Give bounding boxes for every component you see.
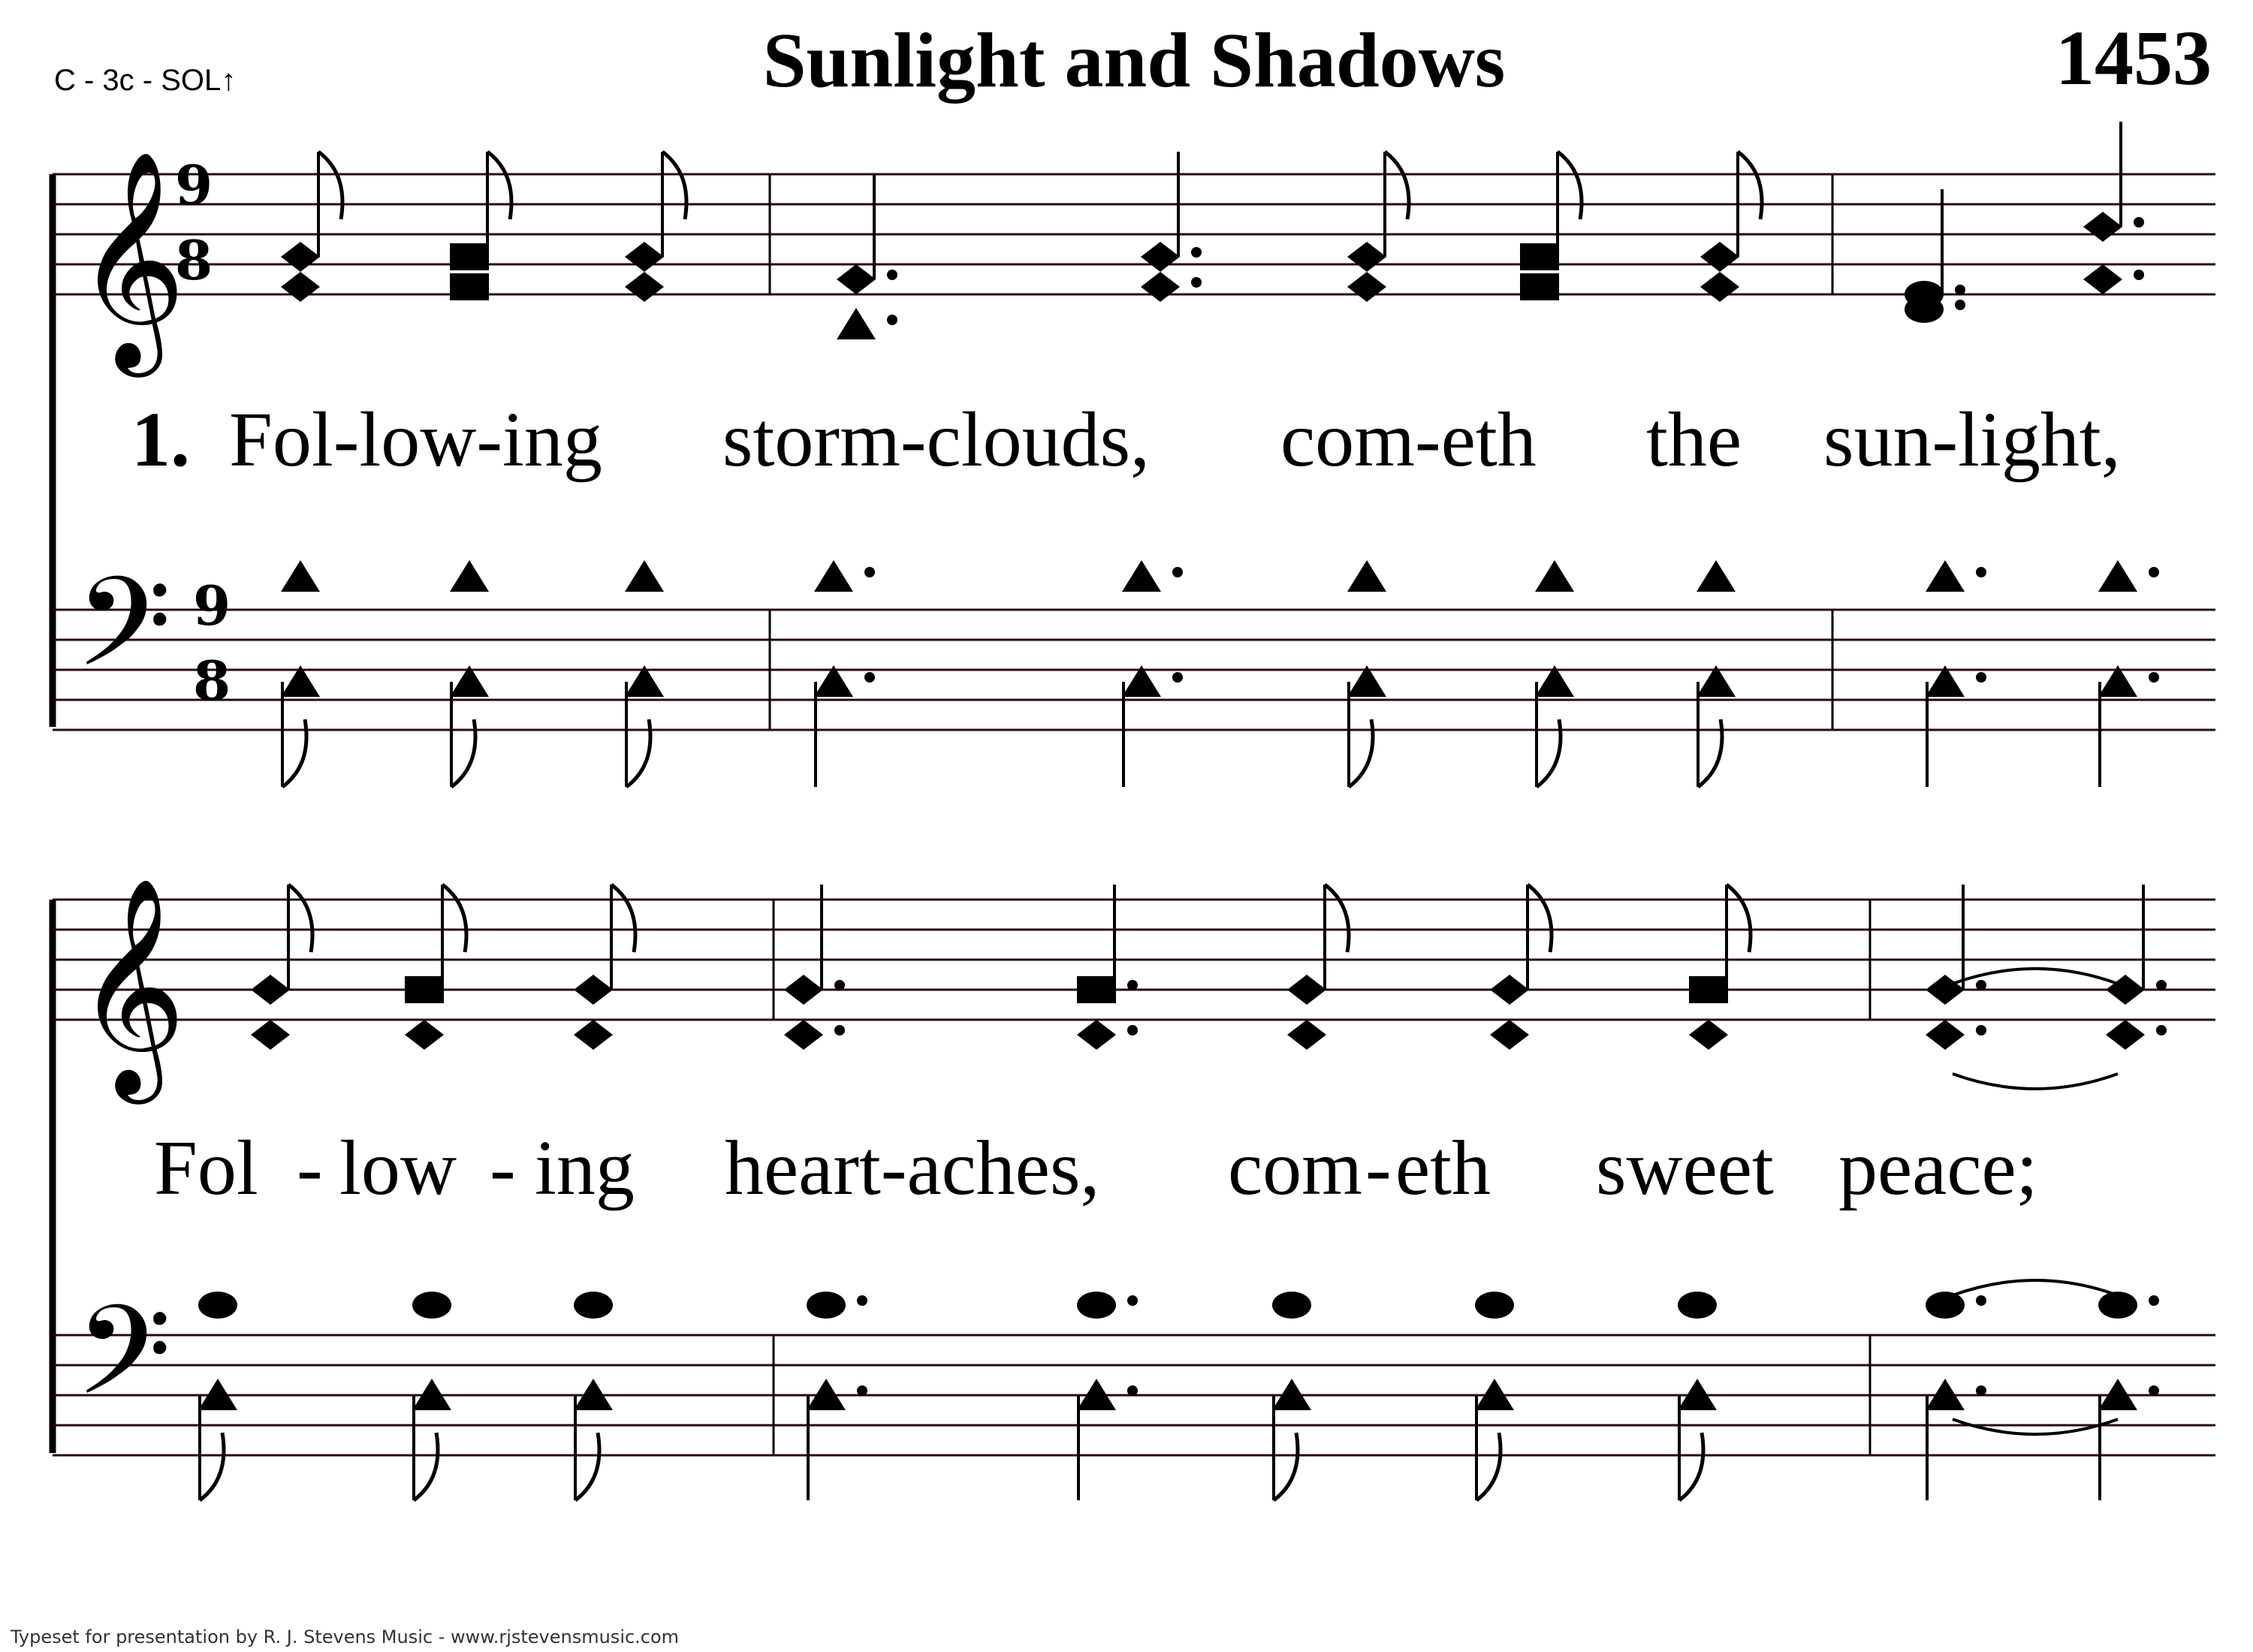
note-head bbox=[2083, 212, 2122, 242]
note-dot bbox=[1976, 567, 1986, 577]
treble-clef-icon: 𝄞 bbox=[75, 149, 186, 367]
note-head bbox=[405, 1020, 444, 1050]
note-head bbox=[1520, 273, 1559, 300]
lyric-syllable: heart-aches, bbox=[725, 1125, 1100, 1211]
note-head bbox=[1926, 1292, 1965, 1319]
tie bbox=[1953, 1280, 2118, 1295]
notes bbox=[251, 885, 2167, 1089]
treble-staff-2 bbox=[53, 876, 2215, 1105]
note-dot bbox=[2134, 217, 2144, 228]
note-head bbox=[1077, 1020, 1116, 1050]
bass-staff-1 bbox=[53, 550, 2215, 787]
note-dot bbox=[1127, 1385, 1138, 1396]
lyric-syllable: Fol bbox=[154, 1125, 258, 1211]
note-head bbox=[1926, 560, 1965, 592]
note-head bbox=[1700, 272, 1739, 302]
bass-clef-icon: 𝄢 bbox=[75, 1279, 172, 1454]
note-dot bbox=[857, 1295, 867, 1306]
note-head bbox=[1347, 272, 1386, 302]
note-head bbox=[1141, 272, 1180, 302]
note-dot bbox=[834, 980, 845, 990]
lyric-syllable: sun-light, bbox=[1823, 396, 2121, 483]
lyric-syllable: com-eth bbox=[1280, 396, 1537, 483]
lyric-syllable: Fol-low-ing bbox=[229, 396, 602, 483]
note-head bbox=[281, 242, 320, 272]
note-head bbox=[1905, 296, 1944, 323]
note-head bbox=[807, 1292, 846, 1319]
note-head bbox=[1347, 560, 1386, 592]
note-dot bbox=[1127, 1295, 1138, 1306]
notes bbox=[281, 560, 2159, 787]
lyric-syllable: low bbox=[339, 1125, 457, 1211]
note-dot bbox=[1976, 1295, 1986, 1306]
note-flag bbox=[288, 885, 312, 952]
note-dot bbox=[864, 567, 875, 577]
note-head bbox=[2083, 264, 2122, 294]
note-flag bbox=[442, 885, 466, 952]
note-flag bbox=[1679, 1433, 1703, 1500]
note-flag bbox=[575, 1433, 599, 1500]
bass-clef-icon: 𝄢 bbox=[75, 550, 172, 725]
note-dot bbox=[2149, 567, 2159, 577]
note-head bbox=[837, 264, 876, 294]
note-head bbox=[625, 560, 664, 592]
note-dot bbox=[1172, 672, 1183, 683]
note-dot bbox=[1127, 980, 1138, 990]
note-head bbox=[1689, 1020, 1728, 1050]
note-dot bbox=[2134, 270, 2144, 280]
note-dot bbox=[2156, 1025, 2167, 1036]
note-head bbox=[1141, 242, 1180, 272]
note-head bbox=[251, 975, 290, 1005]
note-head bbox=[1077, 976, 1116, 1003]
note-head bbox=[412, 1292, 451, 1319]
note-dot bbox=[864, 672, 875, 683]
time-signature-top: 9 bbox=[192, 574, 231, 638]
note-flag bbox=[662, 152, 686, 219]
note-head bbox=[1122, 560, 1161, 592]
note-head bbox=[2106, 975, 2145, 1005]
note-head bbox=[574, 1292, 613, 1319]
system-1 bbox=[53, 122, 2215, 787]
note-dot bbox=[1976, 1025, 1986, 1036]
note-head bbox=[2098, 1292, 2137, 1319]
lyric-syllable: storm-clouds, bbox=[722, 396, 1151, 483]
treble-staff-1 bbox=[53, 122, 2215, 378]
bass-staff-2 bbox=[53, 1279, 2215, 1500]
note-dot bbox=[2149, 1385, 2159, 1396]
note-head bbox=[2106, 1020, 2145, 1050]
note-dot bbox=[857, 1385, 867, 1396]
note-head bbox=[1678, 1292, 1717, 1319]
note-head bbox=[574, 1020, 613, 1050]
note-flag bbox=[1528, 885, 1552, 952]
lyric-hyphen: - bbox=[297, 1125, 323, 1211]
tie bbox=[1953, 1419, 2118, 1434]
note-head bbox=[784, 975, 823, 1005]
note-head bbox=[251, 1020, 290, 1050]
note-flag bbox=[318, 152, 342, 219]
note-head bbox=[1926, 975, 1965, 1005]
lyrics-line-1 bbox=[131, 396, 2121, 483]
note-dot bbox=[1172, 567, 1183, 577]
note-head bbox=[1926, 1020, 1965, 1050]
note-head bbox=[1077, 1292, 1116, 1319]
note-flag bbox=[1476, 1433, 1500, 1500]
note-dot bbox=[1191, 277, 1202, 288]
note-flag bbox=[1325, 885, 1349, 952]
note-dot bbox=[2156, 980, 2167, 990]
note-dot bbox=[1127, 1025, 1138, 1036]
note-flag bbox=[200, 1433, 224, 1500]
note-head bbox=[837, 308, 876, 339]
note-dot bbox=[2149, 1295, 2159, 1306]
note-dot bbox=[1976, 1385, 1986, 1396]
tie bbox=[1953, 1074, 2118, 1089]
notes bbox=[281, 122, 2144, 339]
note-flag bbox=[414, 1433, 438, 1500]
lyric-syllable: com bbox=[1228, 1125, 1363, 1211]
note-dot bbox=[834, 1025, 845, 1036]
note-dot bbox=[1976, 672, 1986, 683]
staff-lines bbox=[53, 610, 2215, 730]
lyric-syllable: eth bbox=[1395, 1125, 1491, 1211]
notes bbox=[198, 1280, 2159, 1500]
note-head bbox=[1287, 975, 1326, 1005]
lyric-syllable: peace; bbox=[1838, 1125, 2038, 1211]
note-head bbox=[1689, 976, 1728, 1003]
staff-lines bbox=[53, 174, 2215, 294]
note-head bbox=[1700, 242, 1739, 272]
note-head bbox=[814, 560, 853, 592]
note-flag bbox=[1727, 885, 1751, 952]
lyric-syllable: ing bbox=[535, 1125, 635, 1211]
hymn-number: 1453 bbox=[2055, 15, 2212, 101]
note-head bbox=[450, 273, 489, 300]
lyrics-line-2 bbox=[154, 1125, 2038, 1211]
note-dot bbox=[887, 270, 897, 280]
note-flag bbox=[1738, 152, 1762, 219]
footer-credit: Typeset for presentation by R. J. Stevens Music - www.rjstevensmusic.com bbox=[11, 1626, 680, 1647]
song-title: Sunlight and Shadows bbox=[762, 17, 1506, 104]
time-signature-top: 9 bbox=[174, 153, 213, 217]
note-head bbox=[1347, 242, 1386, 272]
note-flag bbox=[1274, 1433, 1298, 1500]
note-head bbox=[281, 560, 320, 592]
time-signature-bottom: 8 bbox=[174, 228, 213, 292]
note-flag bbox=[1385, 152, 1409, 219]
tie bbox=[1953, 969, 2118, 984]
lyric-hyphen: - bbox=[490, 1125, 516, 1211]
note-dot bbox=[2149, 672, 2159, 683]
note-head bbox=[1287, 1020, 1326, 1050]
note-head bbox=[1475, 1292, 1514, 1319]
note-head bbox=[625, 242, 664, 272]
note-head bbox=[450, 560, 489, 592]
note-dot bbox=[1955, 285, 1965, 295]
staff-lines bbox=[53, 900, 2215, 1020]
note-head bbox=[625, 272, 664, 302]
time-signature-bottom: 8 bbox=[192, 649, 231, 713]
note-dot bbox=[1976, 980, 1986, 990]
note-dot bbox=[887, 315, 897, 325]
verse-label: 1. bbox=[131, 396, 190, 483]
key-info: C - 3c - SOL↑ bbox=[54, 64, 237, 97]
note-head bbox=[1520, 243, 1559, 270]
note-dot bbox=[1955, 300, 1965, 310]
note-head bbox=[405, 976, 444, 1003]
lyric-syllable: the bbox=[1646, 396, 1742, 483]
note-head bbox=[1490, 1020, 1529, 1050]
treble-clef-icon: 𝄞 bbox=[75, 876, 186, 1094]
note-head bbox=[1490, 975, 1529, 1005]
note-head bbox=[281, 272, 320, 302]
note-head bbox=[198, 1292, 237, 1319]
note-flag bbox=[611, 885, 635, 952]
system-2 bbox=[53, 876, 2215, 1500]
note-flag bbox=[1558, 152, 1582, 219]
note-head bbox=[1697, 560, 1736, 592]
note-head bbox=[574, 975, 613, 1005]
lyric-syllable: sweet bbox=[1596, 1125, 1774, 1211]
note-head bbox=[1535, 560, 1574, 592]
note-head bbox=[1272, 1292, 1311, 1319]
note-head bbox=[450, 243, 489, 270]
note-head bbox=[784, 1020, 823, 1050]
note-dot bbox=[1191, 247, 1202, 258]
note-head bbox=[2098, 560, 2137, 592]
note-flag bbox=[487, 152, 511, 219]
lyric-hyphen: - bbox=[1365, 1125, 1392, 1211]
